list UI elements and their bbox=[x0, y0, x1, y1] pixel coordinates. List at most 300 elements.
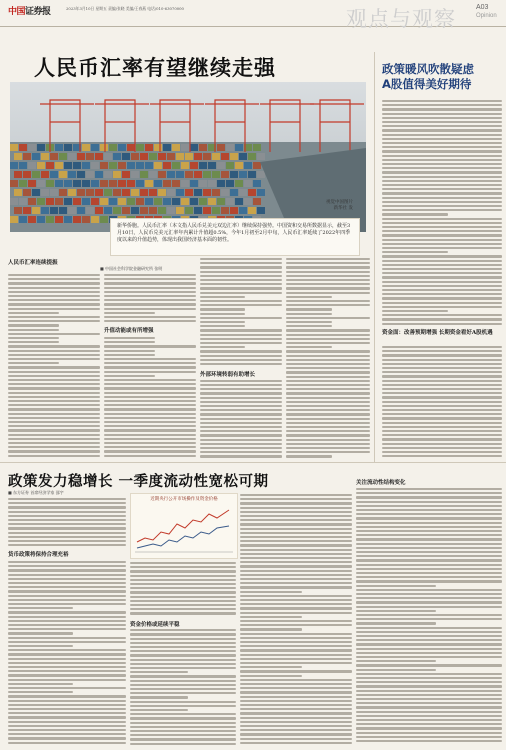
container-block bbox=[172, 180, 180, 187]
body-text-line bbox=[240, 683, 352, 685]
body-text-line bbox=[240, 721, 352, 723]
container-block bbox=[113, 189, 121, 196]
body-text-line bbox=[200, 409, 282, 411]
container-block bbox=[230, 171, 238, 178]
body-text-line bbox=[104, 362, 196, 364]
body-text-line bbox=[8, 345, 100, 347]
body-text-line bbox=[356, 627, 502, 629]
body-text-line bbox=[104, 295, 196, 297]
body-text-line bbox=[240, 691, 352, 693]
container-block bbox=[28, 198, 36, 205]
container-block bbox=[253, 180, 261, 187]
body-text-line bbox=[382, 243, 502, 245]
body-text-line bbox=[382, 417, 502, 419]
body-text-line bbox=[382, 121, 502, 123]
body-text-line bbox=[286, 292, 370, 294]
container-block bbox=[248, 171, 256, 178]
body-text-line bbox=[130, 591, 236, 593]
body-text-line bbox=[200, 413, 282, 415]
container-block bbox=[235, 198, 243, 205]
container-block bbox=[253, 198, 261, 205]
body-text-line bbox=[286, 447, 370, 449]
body-text-line bbox=[200, 447, 282, 449]
body-text-line bbox=[200, 292, 282, 294]
container-block bbox=[221, 207, 229, 214]
body-text-line bbox=[8, 544, 126, 546]
body-text-line bbox=[130, 566, 236, 568]
body-text-line bbox=[286, 329, 370, 331]
body-text-line bbox=[356, 694, 502, 696]
body-text-line bbox=[240, 670, 352, 672]
container-block bbox=[122, 207, 130, 214]
body-text-line bbox=[130, 579, 236, 581]
body-text-line bbox=[8, 729, 126, 731]
container-block bbox=[158, 189, 166, 196]
body-text-line bbox=[382, 155, 502, 157]
container-block bbox=[41, 207, 49, 214]
container-block bbox=[158, 153, 166, 160]
body-text-line bbox=[240, 553, 352, 555]
body-text-line bbox=[200, 329, 282, 331]
body-text-line bbox=[240, 654, 352, 656]
container-block bbox=[95, 171, 103, 178]
body-text-line bbox=[130, 671, 188, 673]
body-text-line bbox=[240, 633, 352, 635]
body-text-line bbox=[286, 439, 370, 441]
container-block bbox=[253, 162, 261, 169]
body-text-line bbox=[240, 645, 352, 647]
body-text-line bbox=[8, 708, 126, 710]
container-block bbox=[64, 216, 72, 223]
body-text-line bbox=[286, 262, 370, 264]
container-block bbox=[82, 180, 90, 187]
body-text-line bbox=[240, 742, 352, 744]
container-block bbox=[59, 189, 67, 196]
container-block bbox=[140, 153, 148, 160]
container-block bbox=[32, 189, 40, 196]
body-text-line bbox=[240, 612, 352, 614]
body-text-line bbox=[8, 624, 126, 626]
body-text-line bbox=[382, 367, 502, 369]
container-block bbox=[226, 162, 234, 169]
lead-article-column-2 bbox=[104, 274, 196, 460]
body-text-line bbox=[356, 564, 502, 566]
body-text-line bbox=[8, 679, 126, 681]
body-text-line bbox=[8, 383, 100, 385]
body-text-line bbox=[130, 705, 236, 707]
body-text-line bbox=[104, 404, 196, 406]
body-text-line bbox=[356, 534, 502, 536]
body-text-line bbox=[104, 303, 196, 305]
container-block bbox=[50, 189, 58, 196]
container-block bbox=[257, 207, 265, 214]
body-text-line bbox=[104, 379, 196, 381]
container-block bbox=[190, 144, 198, 151]
body-text-line bbox=[8, 540, 126, 542]
body-text-line bbox=[200, 271, 282, 273]
body-text-line bbox=[104, 396, 196, 398]
body-text-line bbox=[8, 607, 73, 609]
container-block bbox=[95, 189, 103, 196]
lower-section-heading: 货币政策将保持合理充裕 bbox=[8, 552, 69, 558]
body-text-line bbox=[286, 296, 332, 298]
body-text-line bbox=[286, 346, 332, 348]
body-text-line bbox=[240, 717, 352, 719]
container-block bbox=[199, 180, 207, 187]
body-text-line bbox=[382, 359, 502, 361]
body-text-line bbox=[130, 600, 236, 602]
container-terminal-image bbox=[10, 82, 366, 232]
body-text-line bbox=[356, 585, 436, 587]
container-block bbox=[203, 207, 211, 214]
body-text-line bbox=[382, 310, 448, 312]
container-block bbox=[109, 162, 117, 169]
container-block bbox=[100, 162, 108, 169]
body-text-line bbox=[382, 113, 502, 115]
body-text-line bbox=[200, 287, 282, 289]
container-block bbox=[230, 207, 238, 214]
body-text-line bbox=[104, 299, 196, 301]
body-text-line bbox=[286, 409, 370, 411]
body-text-line bbox=[382, 455, 502, 457]
lower-subhead-2: 关注流动性结构变化 bbox=[356, 480, 406, 486]
body-text-line bbox=[200, 443, 282, 445]
container-block bbox=[208, 162, 216, 169]
container-block bbox=[109, 144, 117, 151]
body-text-line bbox=[382, 438, 502, 440]
body-text-line bbox=[8, 662, 126, 664]
container-block bbox=[23, 171, 31, 178]
body-text-line bbox=[356, 496, 502, 498]
container-block bbox=[14, 171, 22, 178]
body-text-line bbox=[240, 704, 352, 706]
body-text-line bbox=[130, 650, 236, 652]
body-text-line bbox=[130, 646, 236, 648]
container-block bbox=[176, 207, 184, 214]
body-text-line bbox=[104, 358, 196, 360]
body-text-line bbox=[356, 597, 502, 599]
body-text-line bbox=[382, 180, 502, 182]
body-text-line bbox=[356, 526, 502, 528]
body-text-line bbox=[8, 666, 126, 668]
body-text-line bbox=[356, 727, 502, 729]
body-text-line bbox=[8, 366, 100, 368]
body-text-line bbox=[200, 334, 282, 336]
body-text-line bbox=[8, 425, 100, 427]
body-text-line bbox=[200, 434, 282, 436]
body-text-line bbox=[356, 568, 502, 570]
body-text-line bbox=[130, 734, 236, 736]
container-block bbox=[212, 207, 220, 214]
body-text-line bbox=[382, 434, 502, 436]
body-text-line bbox=[8, 536, 126, 538]
container-block bbox=[14, 189, 22, 196]
body-text-line bbox=[382, 413, 502, 415]
body-text-line bbox=[8, 341, 59, 343]
body-text-line bbox=[8, 396, 100, 398]
body-text-line bbox=[382, 346, 502, 348]
body-text-line bbox=[8, 498, 126, 500]
body-text-line bbox=[286, 338, 370, 340]
body-text-line bbox=[356, 555, 502, 557]
body-text-line bbox=[356, 648, 502, 650]
body-text-line bbox=[382, 401, 502, 403]
body-text-line bbox=[286, 376, 370, 378]
body-text-line bbox=[8, 599, 126, 601]
body-text-line bbox=[130, 713, 236, 715]
body-text-line bbox=[382, 371, 502, 373]
body-text-line bbox=[286, 304, 370, 306]
body-text-line bbox=[286, 413, 370, 415]
container-block bbox=[154, 198, 162, 205]
body-text-line bbox=[286, 422, 370, 424]
body-text-line bbox=[286, 401, 370, 403]
container-block bbox=[217, 162, 225, 169]
body-text-line bbox=[286, 321, 332, 323]
body-text-line bbox=[356, 614, 502, 616]
body-text-line bbox=[8, 392, 100, 394]
body-text-line bbox=[104, 434, 196, 436]
body-text-line bbox=[356, 517, 502, 519]
container-block bbox=[28, 144, 36, 151]
body-text-line bbox=[286, 359, 370, 361]
container-block bbox=[104, 153, 112, 160]
lower-chart bbox=[130, 493, 238, 559]
container-block bbox=[163, 198, 171, 205]
container-block bbox=[127, 144, 135, 151]
body-text-line bbox=[8, 603, 126, 605]
body-text-line bbox=[382, 285, 502, 287]
container-block bbox=[194, 153, 202, 160]
container-block bbox=[10, 216, 18, 223]
container-block bbox=[104, 189, 112, 196]
body-text-line bbox=[104, 350, 155, 352]
body-text-line bbox=[104, 421, 196, 423]
container-block bbox=[95, 207, 103, 214]
container-block bbox=[163, 162, 171, 169]
body-text-line bbox=[8, 320, 100, 322]
body-text-line bbox=[130, 667, 236, 669]
body-text-line bbox=[8, 532, 126, 534]
body-text-line bbox=[240, 725, 352, 727]
body-text-line bbox=[240, 502, 352, 504]
body-text-line bbox=[382, 314, 502, 316]
body-text-line bbox=[382, 108, 502, 110]
container-block bbox=[104, 171, 112, 178]
body-text-line bbox=[104, 354, 155, 356]
body-text-line bbox=[240, 637, 352, 639]
container-block bbox=[73, 198, 81, 205]
container-block bbox=[50, 153, 58, 160]
container-block bbox=[244, 180, 252, 187]
container-block bbox=[118, 198, 126, 205]
container-block bbox=[248, 189, 256, 196]
container-block bbox=[257, 153, 265, 160]
container-block bbox=[131, 153, 139, 160]
body-text-line bbox=[286, 434, 370, 436]
container-block bbox=[181, 198, 189, 205]
body-text-line bbox=[104, 442, 196, 444]
body-text-line bbox=[8, 358, 100, 360]
container-block bbox=[55, 198, 63, 205]
container-block bbox=[257, 171, 265, 178]
body-text-line bbox=[130, 663, 236, 665]
logo-suffix: 证券报 bbox=[25, 7, 51, 17]
body-text-line bbox=[356, 543, 502, 545]
container-block bbox=[154, 162, 162, 169]
body-text-line bbox=[382, 142, 502, 144]
body-text-line bbox=[286, 388, 370, 390]
container-block bbox=[122, 171, 130, 178]
body-text-line bbox=[382, 405, 502, 407]
body-text-line bbox=[200, 439, 282, 441]
body-text-line bbox=[356, 606, 502, 608]
body-text-line bbox=[200, 388, 282, 390]
body-text-line bbox=[130, 738, 236, 740]
chart-title: 近期央行公开市场操作及资金价格 bbox=[150, 497, 218, 502]
body-text-line bbox=[8, 502, 126, 504]
body-text-line bbox=[382, 384, 502, 386]
container-block bbox=[55, 180, 63, 187]
body-text-line bbox=[200, 338, 282, 340]
body-text-line bbox=[104, 429, 196, 431]
body-text-line bbox=[356, 719, 502, 721]
body-text-line bbox=[356, 736, 502, 738]
container-block bbox=[32, 207, 40, 214]
container-block bbox=[86, 207, 94, 214]
container-block bbox=[145, 180, 153, 187]
container-block bbox=[208, 180, 216, 187]
container-block bbox=[91, 180, 99, 187]
body-text-line bbox=[104, 278, 196, 280]
body-text-line bbox=[240, 498, 352, 500]
body-text-line bbox=[286, 334, 370, 336]
body-text-line bbox=[8, 641, 126, 643]
container-block bbox=[194, 207, 202, 214]
container-block bbox=[46, 198, 54, 205]
container-block bbox=[50, 207, 58, 214]
container-block bbox=[91, 198, 99, 205]
body-text-line bbox=[8, 582, 126, 584]
body-text-line bbox=[8, 695, 126, 697]
body-text-line bbox=[8, 308, 100, 310]
body-text-line bbox=[8, 628, 126, 630]
body-text-line bbox=[130, 654, 236, 656]
body-text-line bbox=[240, 578, 352, 580]
container-block bbox=[140, 189, 148, 196]
container-block bbox=[10, 144, 18, 151]
body-text-line bbox=[382, 380, 502, 382]
body-text-line bbox=[8, 506, 126, 508]
body-text-line bbox=[356, 589, 502, 591]
container-block bbox=[194, 189, 202, 196]
body-text-line bbox=[286, 355, 370, 357]
body-text-line bbox=[8, 515, 126, 517]
body-text-line bbox=[200, 325, 245, 327]
body-text-line bbox=[200, 346, 245, 348]
container-block bbox=[235, 162, 243, 169]
container-block bbox=[163, 180, 171, 187]
body-text-line bbox=[382, 264, 502, 266]
body-text-line bbox=[200, 426, 282, 428]
body-text-line bbox=[8, 337, 59, 339]
body-text-line bbox=[8, 565, 126, 567]
body-text-line bbox=[8, 712, 126, 714]
container-block bbox=[77, 189, 85, 196]
body-text-line bbox=[200, 418, 282, 420]
body-text-line bbox=[130, 688, 236, 690]
body-text-line bbox=[240, 599, 352, 601]
body-text-line bbox=[240, 523, 352, 525]
oped-headline bbox=[382, 62, 474, 92]
body-text-line bbox=[8, 511, 126, 513]
body-text-line bbox=[286, 397, 370, 399]
section-title: 观点与观察 bbox=[346, 7, 456, 31]
container-block bbox=[19, 144, 27, 151]
body-text-line bbox=[286, 342, 370, 344]
body-text-line bbox=[356, 547, 502, 549]
container-block bbox=[82, 198, 90, 205]
container-block bbox=[136, 144, 144, 151]
body-text-line bbox=[356, 652, 502, 654]
body-text-line bbox=[104, 408, 196, 410]
body-text-line bbox=[8, 379, 100, 381]
body-text-line bbox=[104, 287, 196, 289]
body-text-line bbox=[240, 519, 352, 521]
body-text-line bbox=[8, 670, 126, 672]
container-block bbox=[100, 216, 108, 223]
port-photo bbox=[10, 82, 366, 232]
container-block bbox=[10, 198, 18, 205]
body-text-line bbox=[356, 513, 502, 515]
container-block bbox=[181, 144, 189, 151]
container-block bbox=[37, 162, 45, 169]
container-block bbox=[167, 153, 175, 160]
lower-headline: 政策发力稳增长 一季度流动性宽松可期 bbox=[8, 474, 269, 490]
body-text-line bbox=[240, 662, 352, 664]
body-text-line bbox=[200, 296, 245, 298]
body-text-line bbox=[382, 184, 502, 186]
body-text-line bbox=[8, 574, 126, 576]
body-text-line bbox=[382, 323, 502, 325]
body-text-line bbox=[382, 138, 502, 140]
container-block bbox=[190, 198, 198, 205]
body-text-line bbox=[382, 443, 502, 445]
body-text-line bbox=[240, 565, 352, 567]
body-text-line bbox=[240, 616, 302, 618]
body-text-line bbox=[130, 722, 236, 724]
body-text-line bbox=[200, 266, 282, 268]
body-text-line bbox=[382, 251, 448, 253]
body-text-line bbox=[382, 318, 502, 320]
body-text-line bbox=[356, 501, 502, 503]
body-text-line bbox=[382, 150, 502, 152]
body-text-line bbox=[286, 363, 370, 365]
body-text-line bbox=[8, 519, 126, 521]
container-block bbox=[100, 198, 108, 205]
body-text-line bbox=[240, 549, 352, 551]
container-block bbox=[77, 171, 85, 178]
container-block bbox=[172, 144, 180, 151]
body-text-line bbox=[240, 658, 352, 660]
container-block bbox=[140, 207, 148, 214]
container-block bbox=[131, 189, 139, 196]
body-text-line bbox=[200, 397, 282, 399]
body-text-line bbox=[356, 732, 502, 734]
body-text-line bbox=[382, 146, 502, 148]
container-block bbox=[59, 153, 67, 160]
container-block bbox=[185, 207, 193, 214]
